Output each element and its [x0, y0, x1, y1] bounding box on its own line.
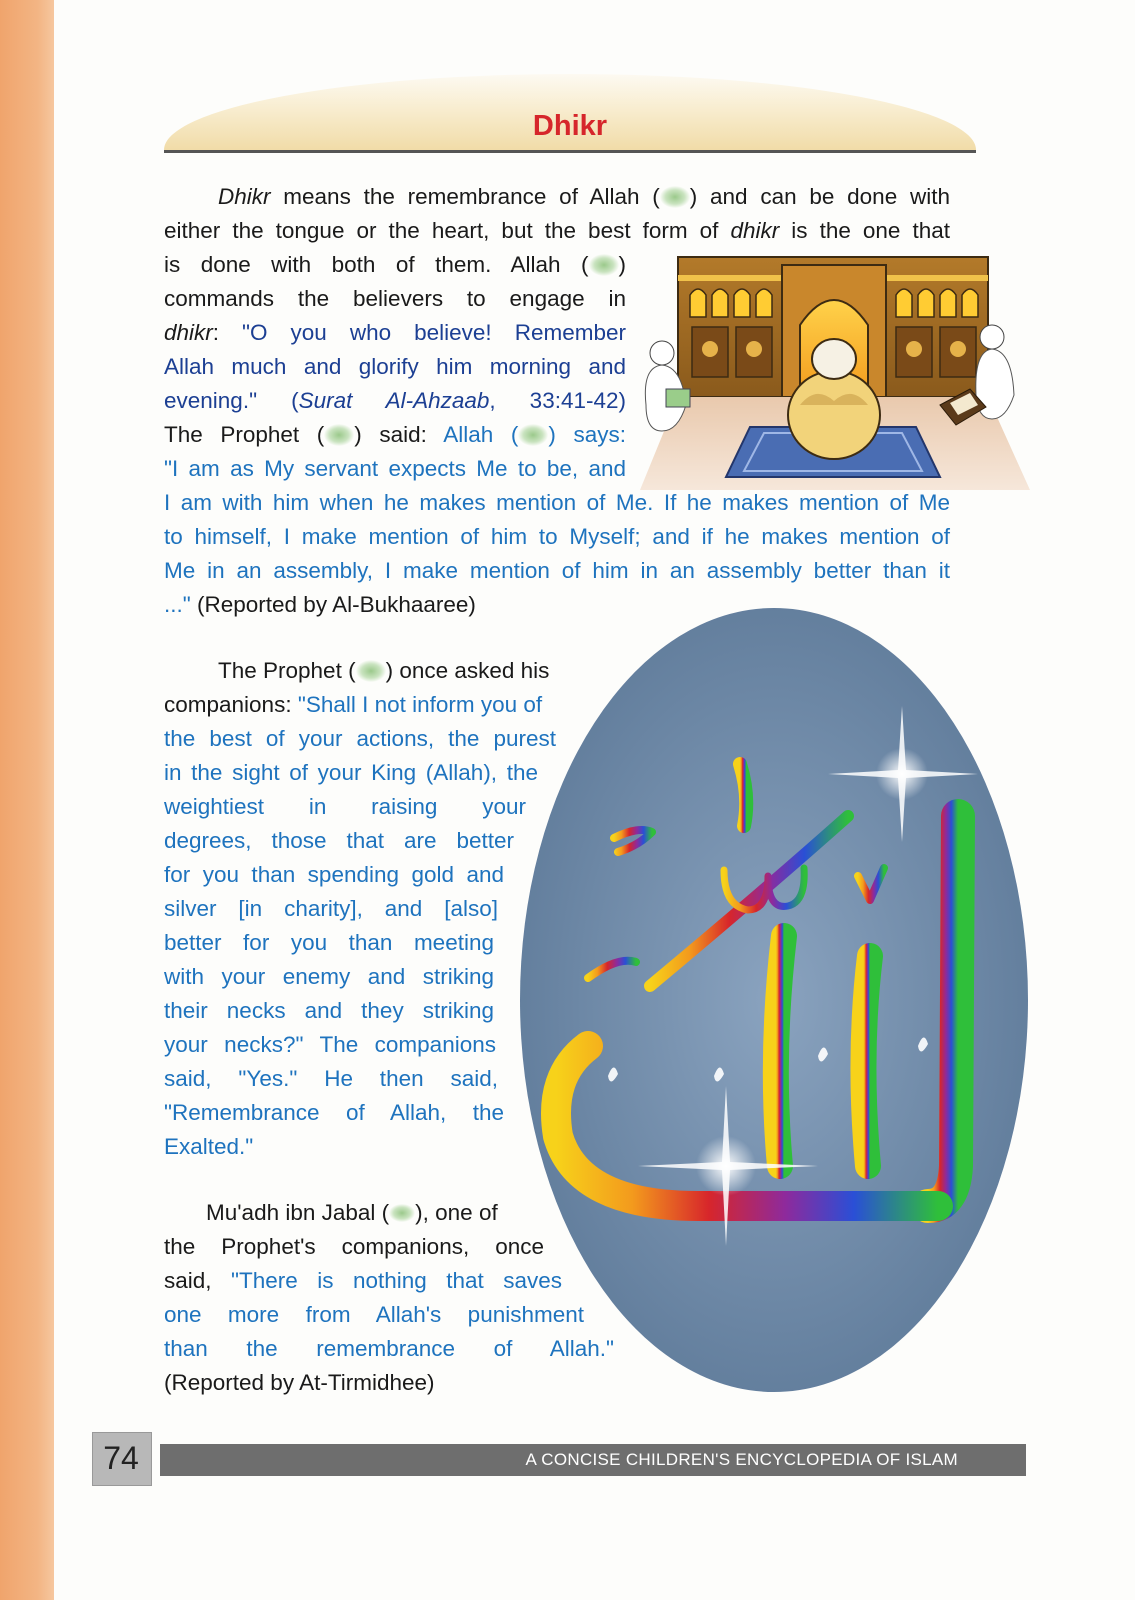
text-run: ) said:: [354, 422, 444, 447]
text-run: is done with both of them. Allah (: [164, 252, 589, 277]
text-run: He then said,: [297, 1066, 498, 1091]
para1-line: [164, 418, 626, 452]
hadith-quote: silver [in charity], and [also]: [164, 896, 498, 921]
hadith-quote: Exalted.": [164, 1134, 254, 1159]
para3-line: [164, 1264, 562, 1298]
hadith-quote: "Remembrance of Allah, the: [164, 1100, 504, 1125]
citation: (Reported by Al-Bukhaaree): [190, 592, 476, 617]
para2-line: [164, 1028, 496, 1062]
honorific-glyph: [589, 254, 619, 276]
text-run: said,: [164, 1066, 239, 1091]
page-title: Dhikr: [532, 110, 608, 142]
hadith-quote: "Yes.": [238, 1066, 298, 1091]
hadith-quote: with your enemy and striking: [164, 964, 494, 989]
surah-name: Surat Al-Ahzaab: [298, 388, 490, 413]
hadith-quote: "I am as My servant expects Me to be, and: [164, 456, 626, 481]
text-run: Mu'adh ibn Jabal (: [206, 1200, 390, 1225]
para1-line: commands the believers to engage in: [164, 286, 626, 311]
honorific-glyph: [389, 1204, 415, 1222]
page-number: 74: [103, 1440, 139, 1476]
para2-line: [164, 688, 594, 722]
term-dhikr: dhikr: [164, 320, 213, 345]
hadith-quote: than the remembrance of Allah.": [164, 1336, 614, 1361]
para1-line: [164, 588, 950, 622]
hadith-quote: Allah (: [443, 422, 519, 447]
para1-line: [164, 384, 626, 418]
hadith-quote: one more from Allah's punishment: [164, 1302, 584, 1327]
text-run: The Prophet (: [218, 658, 356, 683]
text-run: either the tongue or the heart, but the best form of: [164, 218, 731, 243]
honorific-glyph: [660, 186, 690, 208]
text-run: ): [618, 252, 626, 277]
para2-line: [164, 1062, 498, 1096]
hadith-quote: Me in an assembly, I make mention of him in an assembly better than it: [164, 558, 950, 583]
text-run: is the one that: [779, 218, 950, 243]
quran-quote: "O you who believe! Remember: [242, 320, 626, 345]
para1-line: [164, 248, 626, 282]
text-run: ), one of: [415, 1200, 498, 1225]
text-run: companions:: [164, 692, 298, 717]
footer-title: A CONCISE CHILDREN'S ENCYCLOPEDIA OF ISLAM: [525, 1450, 958, 1469]
text-run: means the remembrance of Allah (: [270, 184, 660, 209]
text-run: said,: [164, 1268, 231, 1293]
quran-quote: Allah much and glorify him morning and: [164, 354, 626, 379]
allah-calligraphy-illustration: [518, 606, 1030, 1394]
hadith-quote: in the sight of your King (Allah), the: [164, 760, 538, 785]
text-run: ) and can be done with: [689, 184, 950, 209]
mosque-illustration: [640, 255, 1030, 490]
hadith-quote: for you than spending gold and: [164, 862, 504, 887]
term-dhikr: dhikr: [730, 218, 780, 243]
para1-line: [164, 316, 626, 350]
text-run: ) once asked his: [385, 658, 550, 683]
hadith-quote: your necks?": [164, 1032, 304, 1057]
term-dhikr: Dhikr: [218, 184, 271, 209]
hadith-quote: "There is nothing that saves: [231, 1268, 562, 1293]
title-rule: [164, 150, 976, 153]
hadith-quote: their necks and they striking: [164, 998, 494, 1023]
para1-line: [164, 214, 950, 248]
text-run: (: [257, 388, 299, 413]
honorific-glyph: [356, 660, 386, 682]
hadith-quote: better for you than meeting: [164, 930, 494, 955]
hadith-quote: the best of your actions, the purest: [164, 726, 556, 751]
honorific-glyph: [324, 424, 354, 446]
text-run: :: [212, 320, 243, 345]
hadith-quote: "Shall I not inform you of: [297, 692, 543, 717]
quran-quote: evening.": [164, 388, 258, 413]
para3-line: [164, 1196, 554, 1230]
para1-line: [164, 180, 950, 214]
verse-reference: , 33:41-42): [489, 388, 626, 413]
text-run: The companions: [303, 1032, 496, 1057]
para3-line: the Prophet's companions, once: [164, 1234, 544, 1259]
para2-line: [164, 654, 614, 688]
hadith-quote: ...": [164, 592, 191, 617]
hadith-quote: ) says:: [548, 422, 626, 447]
honorific-glyph: [518, 424, 548, 446]
hadith-quote: I am with him when he makes mention of Me. If he makes mention of Me: [164, 490, 950, 515]
hadith-quote: to himself, I make mention of him to Myself; and if he makes mention of: [164, 524, 950, 549]
text-run: The Prophet (: [164, 422, 325, 447]
side-strip: [0, 0, 54, 1600]
hadith-quote: weightiest in raising your: [164, 794, 526, 819]
citation: (Reported by At-Tirmidhee): [164, 1370, 435, 1395]
hadith-quote: degrees, those that are better: [164, 828, 514, 853]
